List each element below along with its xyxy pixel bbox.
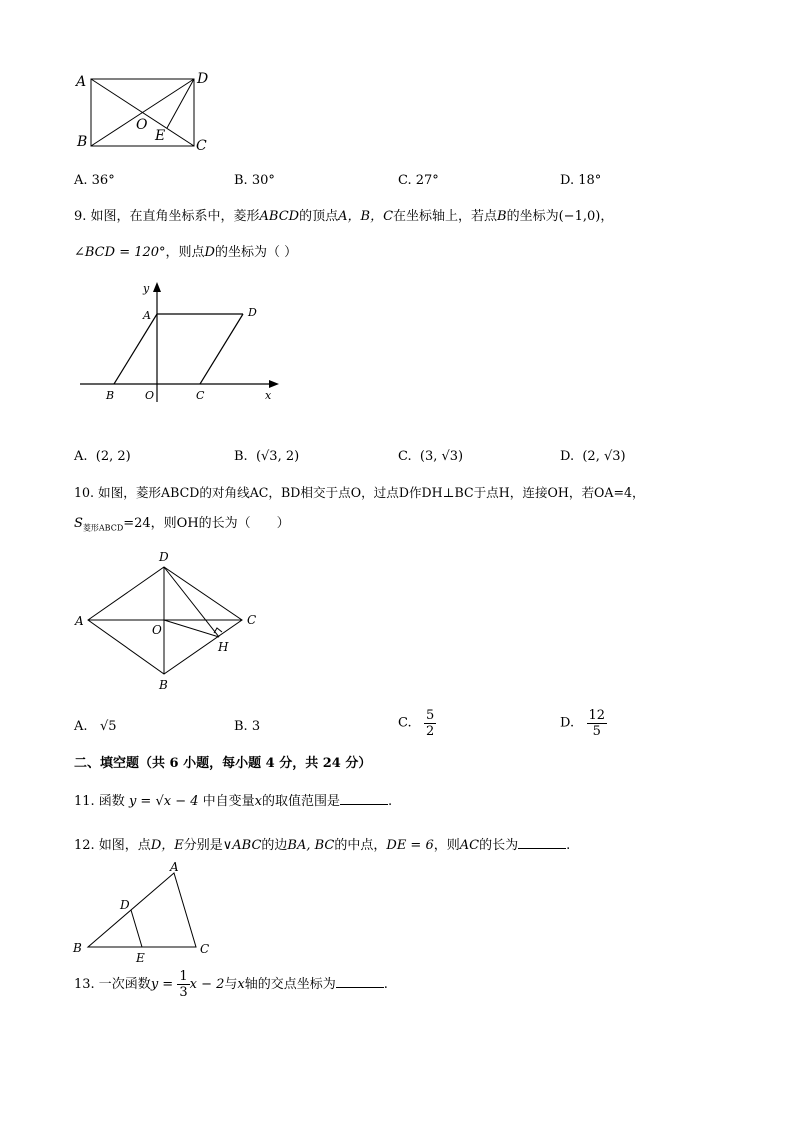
q9-option-a[interactable]: A. (2, 2) (74, 449, 131, 464)
q8-option-c[interactable]: C. 27° (398, 173, 439, 188)
q10-label-a: A (75, 614, 84, 628)
q12-label-e: E (136, 951, 145, 965)
q10-option-a[interactable]: A. √5 (74, 719, 117, 734)
q10-label-h: H (218, 640, 229, 654)
q9-label-b: B (106, 389, 115, 402)
q9-question-line1: 9. 如图，在直角坐标系中，菱形ABCD的顶点A，B，C在坐标轴上，若点B的坐标为(−1,0)， (74, 209, 614, 224)
q8-option-a[interactable]: A. 36° (74, 173, 115, 188)
q10-option-b[interactable]: B. 3 (234, 719, 261, 734)
q11-question: 11. 函数 y = √x − 4 中自变量x的取值范围是 . (74, 790, 392, 811)
q9-coordinate-figure (76, 278, 286, 406)
q12-label-d: D (120, 898, 130, 912)
q10-question-line1: 10. 如图，菱形ABCD的对角线AC，BD相交于点O，过点D作DH⊥BC于点H，连接OH，若OA=4， (74, 485, 645, 500)
q12-label-c: C (200, 942, 210, 956)
q9-label-y: y (143, 282, 150, 295)
q12-label-b: B (73, 941, 82, 955)
q10-label-d: D (159, 550, 169, 564)
q10-label-o: O (152, 623, 162, 637)
q8-label-d: D (197, 71, 209, 87)
section-heading-fill-in: 二、填空题（共 6 小题，每小题 4 分，共 24 分） (74, 756, 372, 771)
q8-label-a: A (76, 74, 87, 90)
q9-label-a: A (143, 309, 151, 322)
q8-label-o: O (136, 117, 148, 133)
q8-rectangle-figure (70, 66, 220, 160)
q9-question-line2: ∠BCD = 120°，则点D的坐标为（ ） (74, 245, 298, 260)
q10-option-c[interactable]: C. $\frac{5}{2}$ (398, 708, 435, 739)
q9-label-c: C (196, 389, 205, 402)
q8-option-b[interactable]: B. 30° (234, 173, 275, 188)
q12-answer-blank[interactable] (518, 834, 566, 849)
q9-option-d[interactable]: D. (2, √3) (560, 449, 626, 464)
q12-question: 12. 如图，点D，E分别是∨ABC的边BA, BC的中点，DE = 6，则AC的长为 . (74, 834, 570, 855)
q8-option-d[interactable]: D. 18° (560, 173, 602, 188)
q10-rhombus-figure (72, 548, 268, 696)
q9-label-d: D (248, 306, 257, 319)
q12-triangle-figure (70, 860, 220, 966)
q10-label-b: B (159, 678, 168, 692)
q9-option-b[interactable]: B. (√3, 2) (234, 449, 300, 464)
q10-label-c: C (247, 613, 257, 627)
q9-label-o: O (145, 389, 155, 402)
q12-label-a: A (170, 860, 179, 874)
q9-option-c[interactable]: C. (3, √3) (398, 449, 464, 464)
q8-label-e: E (155, 128, 166, 144)
q11-answer-blank[interactable] (340, 790, 388, 805)
q8-label-c: C (196, 138, 207, 154)
q10-question-line2: $S_{菱形ABCD}=24$，则OH的长为（ ） (74, 516, 290, 533)
q10-option-d[interactable]: D. $\frac{12}{5}$ (560, 708, 606, 739)
q13-answer-blank[interactable] (336, 973, 384, 988)
q9-label-x: x (265, 389, 272, 402)
q13-question: 13. 一次函数y = $\frac{1}{3}$ x − 2与x轴的交点坐标为 . (74, 969, 388, 1000)
q8-label-b: B (77, 134, 88, 150)
